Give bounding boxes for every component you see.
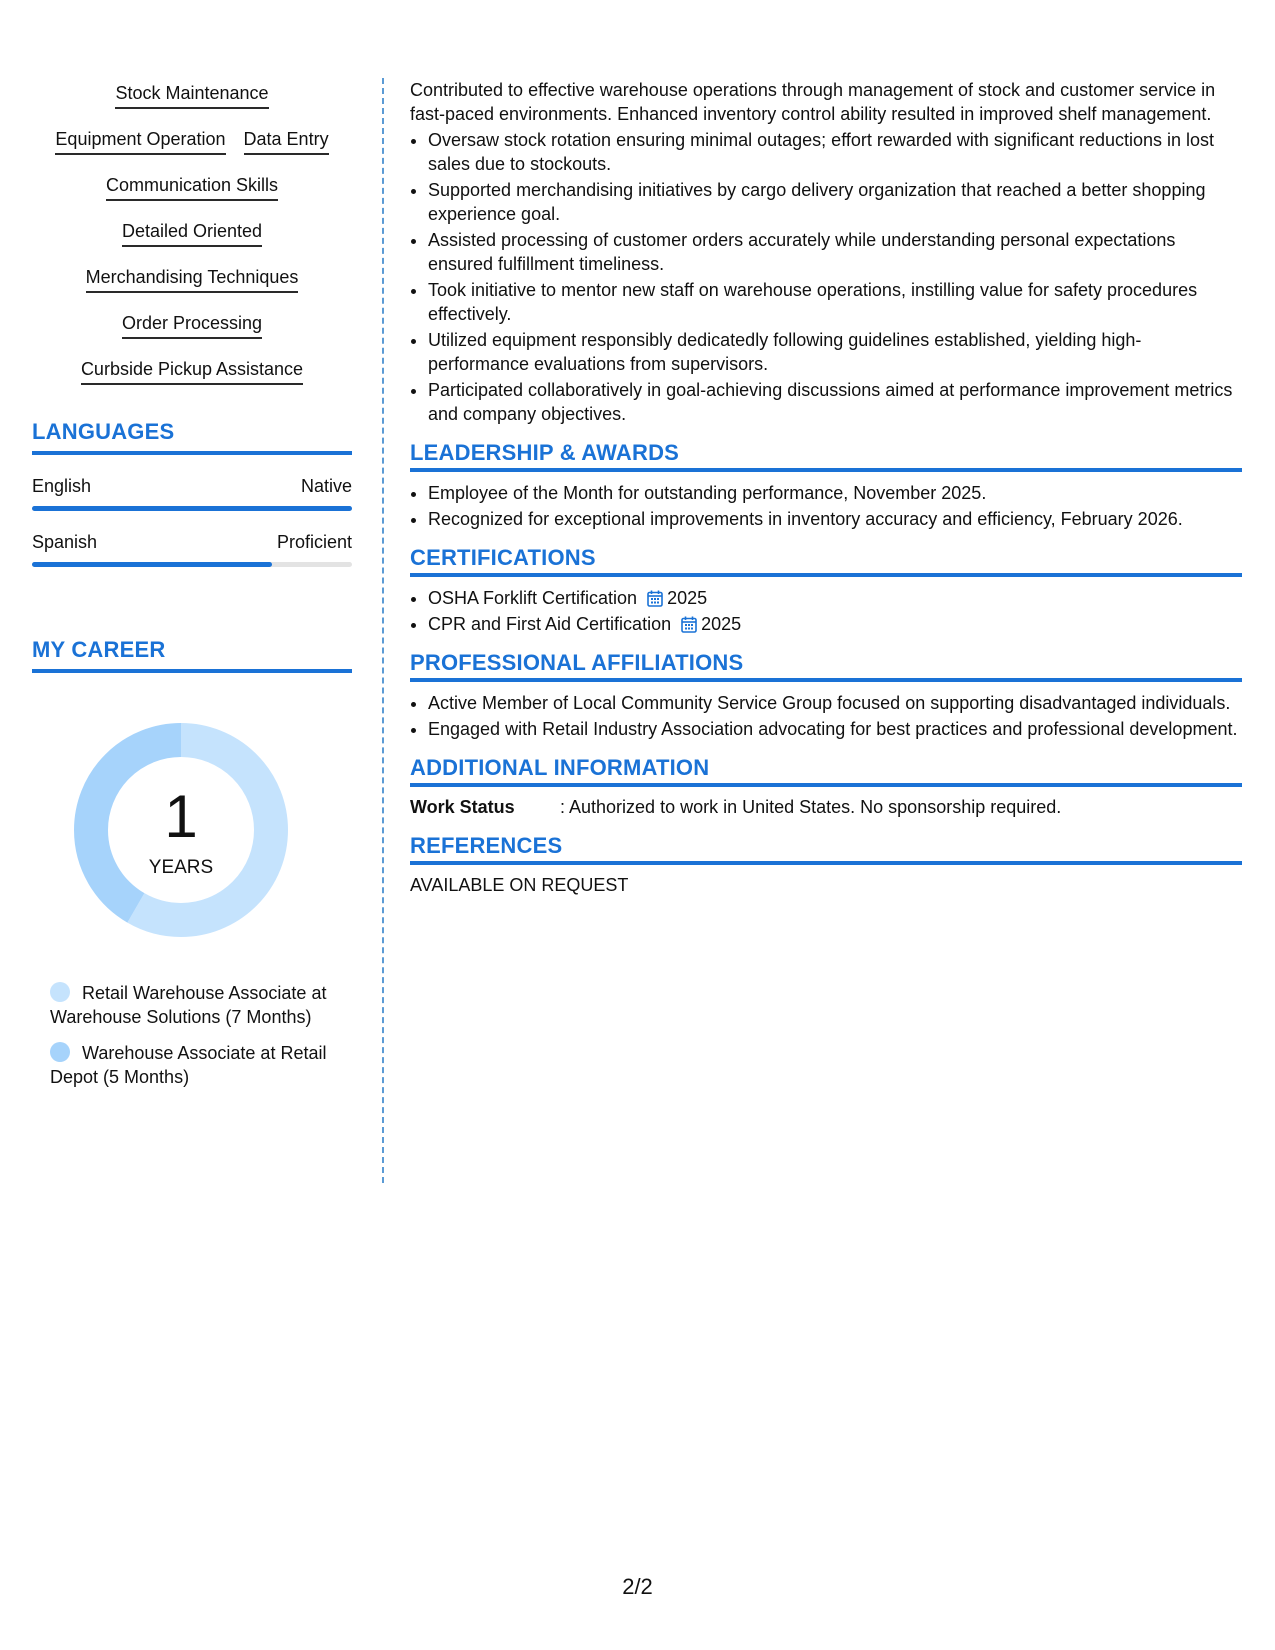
career-section [32,637,352,1089]
language-bar-fill [32,506,352,511]
language-bar [32,562,352,567]
legend-label: Warehouse Associate at Retail Depot (5 Months) [50,1043,327,1087]
skill-row [32,266,352,293]
skill-row [32,82,352,109]
language-item [32,531,352,567]
legend-item [50,1041,330,1089]
experience-bullet: • Utilized equipment responsibly dedicatedly following guidelines established, yielding high-performance evaluations from supervisors. [428,328,1242,376]
skill-tag: Order Processing [122,312,262,339]
certification-item [428,612,1242,636]
experience-bullet: • Took initiative to mentor new staff on warehouse operations, instilling value for safety procedures effectively. [428,278,1242,326]
skill-tag: Communication Skills [106,174,278,201]
calendar-icon [647,590,663,607]
skill-tag: Curbside Pickup Assistance [81,358,303,385]
language-name: English [32,476,92,496]
certification-year: 2025 [667,588,708,608]
career-heading: MY CAREER [32,637,352,673]
language-bar [32,506,352,511]
affiliations-section [410,651,1242,741]
left-column [32,82,352,1101]
skills-list [32,82,352,385]
language-item [32,475,352,511]
skill-row [32,128,352,155]
award-item: • Employee of the Month for outstanding performance, November 2025. [428,481,1242,505]
skill-tag: Merchandising Techniques [86,266,299,293]
work-status-label: Work Status [410,797,515,817]
experience-section [410,78,1242,426]
certification-name: OSHA Forklift Certification [428,588,638,608]
affiliation-item: • Active Member of Local Community Service Group focused on supporting disadvantaged individuals. [428,691,1242,715]
skill-row [32,358,352,385]
experience-bullet: • Supported merchandising initiatives by cargo delivery organization that reached a better shopping experience goal. [428,178,1242,226]
certifications-heading: CERTIFICATIONS [410,546,1242,577]
references-section [410,834,1242,897]
certification-item [428,586,1242,610]
skill-tag: Equipment Operation [55,128,225,155]
page-number: 2/2 [622,1574,653,1599]
additional-info-heading: ADDITIONAL INFORMATION [410,756,1242,787]
experience-bullet: • Participated collaboratively in goal-achieving discussions aimed at performance improvement metrics and company objectives. [428,378,1242,426]
skill-row [32,220,352,247]
award-item: • Recognized for exceptional improvements in inventory accuracy and efficiency, February 2026. [428,507,1242,531]
language-name: Spanish [32,532,98,552]
legend-dot [50,982,70,1002]
skill-tag: Stock Maintenance [115,82,268,109]
certification-name: CPR and First Aid Certification [428,614,672,634]
languages-section [32,419,352,567]
career-years-value: 1 [164,783,198,850]
references-text: AVAILABLE ON REQUEST [410,875,629,895]
skill-row [32,312,352,339]
work-status-value: : Authorized to work in United States. No sponsorship required. [560,797,1062,817]
experience-bullet: • Assisted processing of customer orders accurately while understanding personal expectations ensured fulfillment timeliness. [428,228,1242,276]
legend-item [50,981,330,1029]
career-legend [50,981,330,1089]
leadership-heading: LEADERSHIP & AWARDS [410,441,1242,472]
column-divider [382,78,384,1183]
legend-label: Retail Warehouse Associate at Warehouse Solutions (7 Months) [50,983,327,1027]
skill-tag: Detailed Oriented [122,220,262,247]
skill-row [32,174,352,201]
languages-heading: LANGUAGES [32,419,352,455]
career-donut [66,715,296,945]
career-years-unit: YEARS [148,857,214,878]
language-level: Proficient [276,532,352,552]
additional-info-section [410,756,1242,819]
experience-bullets [410,128,1242,426]
legend-dot [50,1042,70,1062]
leadership-section [410,441,1242,531]
calendar-icon [681,616,697,633]
affiliation-item: • Engaged with Retail Industry Association advocating for best practices and professional development. [428,717,1242,741]
certification-year: 2025 [701,614,742,634]
references-heading: REFERENCES [410,834,1242,865]
right-column [410,78,1242,897]
affiliations-heading: PROFESSIONAL AFFILIATIONS [410,651,1242,682]
language-level: Native [300,476,352,496]
experience-summary: Contributed to effective warehouse operations through management of stock and customer service in fast-paced environments. Enhanced inventory control ability resulted in improved shelf management. [410,80,1216,124]
experience-bullet: • Oversaw stock rotation ensuring minimal outages; effort rewarded with significant reductions in lost sales due to stockouts. [428,128,1242,176]
language-bar-fill [32,562,272,567]
certifications-section [410,546,1242,636]
skill-tag: Data Entry [244,128,329,155]
